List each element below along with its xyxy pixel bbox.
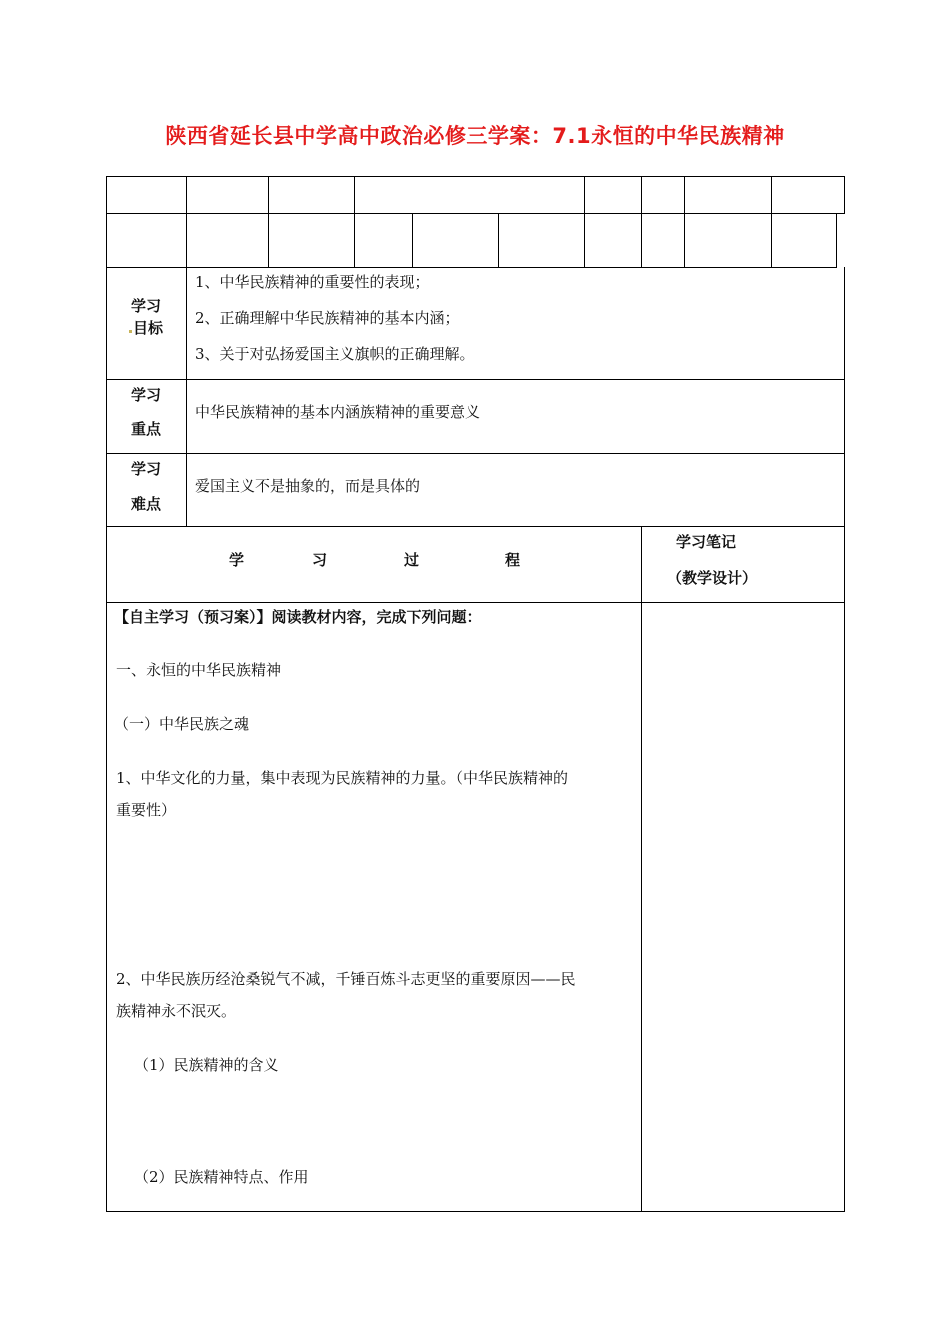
paragraph-1-line-2: 重要性） [116,801,177,819]
difficulty-label-1: 学习 [131,460,162,478]
table-line [106,213,845,214]
paragraph-1-line-1: 1、中华文化的力量，集中表现为民族精神的力量。（中华民族精神的 [116,769,569,787]
table-line [641,176,642,214]
table-line [106,379,845,380]
table-line [106,176,107,1212]
goal-label-2: 目标 [128,318,163,338]
table-line [106,602,845,603]
table-line [354,176,355,214]
question-2: （2）民族精神特点、作用 [134,1168,309,1186]
table-line [684,213,685,268]
table-line [186,267,187,527]
table-line [641,213,642,268]
table-line [584,176,585,214]
table-line [584,213,585,268]
process-header-char: 习 [312,551,328,569]
mark-icon [129,330,132,333]
table-line [641,526,642,1212]
document-title: 陕西省延长县中学高中政治必修三学案：7.1永恒的中华民族精神 [165,124,785,148]
goal-item-1: 1、中华民族精神的重要性的表现； [195,273,430,291]
goal-item-3: 3、关于对弘扬爱国主义旗帜的正确理解。 [195,345,475,363]
table-line [844,176,845,214]
subsection-heading: （一）中华民族之魂 [114,715,250,733]
goal-label-1: 学习 [131,297,162,315]
table-line [106,267,837,268]
table-line [771,213,772,268]
process-header-char: 学 [229,551,245,569]
table-line [106,526,845,527]
notes-header: 学习笔记 [676,533,737,551]
table-line [106,1211,845,1212]
process-header-char: 过 [404,551,420,569]
notes-subheader: （教学设计） [667,569,758,587]
table-line [498,213,499,268]
difficulty-text: 爱国主义不是抽象的，而是具体的 [195,477,421,495]
goal-item-2: 2、正确理解中华民族精神的基本内涵； [195,309,460,327]
key-point-label-2: 重点 [131,420,162,438]
table-line [836,213,837,268]
table-line [844,267,845,1212]
table-line [412,213,413,268]
table-line [268,176,269,214]
key-point-label-1: 学习 [131,386,162,404]
difficulty-label-2: 难点 [131,495,162,513]
table-line [268,213,269,268]
table-line [771,176,772,214]
section-heading: 一、永恒的中华民族精神 [116,661,282,679]
table-line [106,176,845,177]
table-line [186,176,187,214]
paragraph-2-line-1: 2、中华民族历经沧桑锐气不减，千锤百炼斗志更坚的重要原因——民 [116,970,576,988]
intro-text: 【自主学习（预习案）】阅读教材内容，完成下列问题： [114,608,482,626]
process-header-char: 程 [505,551,521,569]
table-line [106,453,845,454]
key-point-text: 中华民族精神的基本内涵族精神的重要意义 [195,403,481,421]
question-1: （1）民族精神的含义 [134,1056,279,1074]
table-line [354,213,355,268]
paragraph-2-line-2: 族精神永不泯灭。 [116,1002,237,1020]
table-line [186,213,187,268]
table-line [684,176,685,214]
